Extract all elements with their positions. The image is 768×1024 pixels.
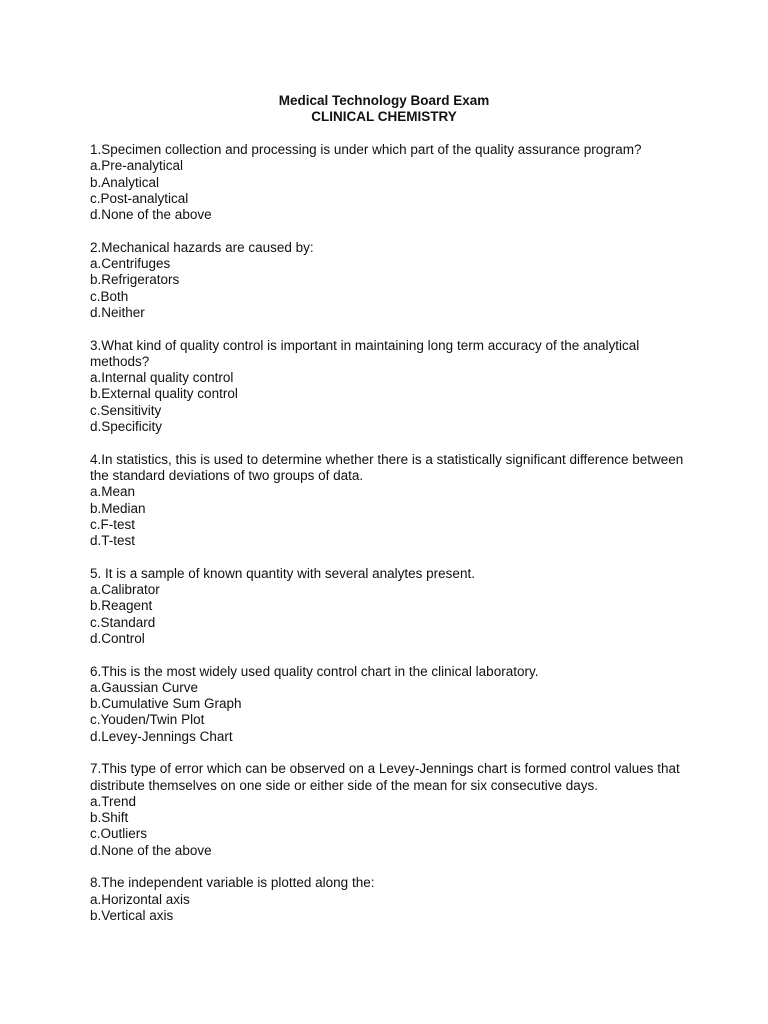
option-b: b.Shift [90,810,129,826]
document-title: Medical Technology Board Exam [278,93,490,108]
option-b: b.Refrigerators [90,272,180,288]
document-subtitle: CLINICAL CHEMISTRY [311,109,457,125]
option-list [90,680,690,745]
option-c: c.F-test [90,516,136,532]
option-b: b.Reagent [90,598,153,614]
option-c: c.Youden/Twin Plot [90,712,205,728]
option-b: b.Analytical [90,174,160,190]
question-text: 6.This is the most widely used quality control chart in the clinical laboratory. [90,663,539,679]
option-c: c.Post-analytical [90,190,189,206]
option-d: d.None of the above [90,842,212,858]
option-d: d.Specificity [90,419,163,435]
option-c: c.Sensitivity [90,402,162,418]
option-a: a.Centrifuges [90,256,171,272]
option-c: c.Standard [90,614,156,630]
option-a: a.Mean [90,484,136,500]
question-5 [90,566,690,647]
option-d: d.Control [90,630,145,646]
option-c: c.Both [90,288,129,304]
question-3 [90,338,690,436]
question-1 [90,142,690,223]
option-list [90,158,690,223]
option-list [90,256,690,321]
question-8 [90,875,690,924]
question-6 [90,664,690,745]
option-list [90,370,690,435]
option-d: d.None of the above [90,207,212,223]
question-7 [90,761,690,859]
option-a: a.Pre-analytical [90,158,184,174]
option-list [90,794,690,859]
option-b: b.External quality control [90,386,238,402]
option-a: a.Horizontal axis [90,891,190,907]
option-b: b.Cumulative Sum Graph [90,696,242,712]
question-list [90,142,690,941]
question-text: 7.This type of error which can be observed on a Levey-Jennings chart is formed control values that distribute themselves on one side or either side of the mean for six consecutive days. [90,761,680,793]
question-text: 4.In statistics, this is used to determine whether there is a statistically significant difference between the standard deviations of two groups of data. [90,451,684,483]
question-text: 8.The independent variable is plotted along the: [90,875,375,891]
question-2 [90,240,690,321]
question-4 [90,452,690,550]
question-text: 2.Mechanical hazards are caused by: [90,239,314,255]
option-a: a.Trend [90,793,137,809]
option-b: b.Vertical axis [90,907,174,923]
option-c: c.Outliers [90,826,148,842]
option-list [90,484,690,549]
document-header [0,93,768,126]
option-d: d.Neither [90,304,145,320]
question-text: 5. It is a sample of known quantity with several analytes present. [90,565,475,581]
option-b: b.Median [90,500,146,516]
option-a: a.Gaussian Curve [90,679,199,695]
option-d: d.T-test [90,533,136,549]
option-list [90,582,690,647]
option-a: a.Internal quality control [90,370,234,386]
question-text: 1.Specimen collection and processing is under which part of the quality assurance program? [90,142,642,157]
question-text: 3.What kind of quality control is important in maintaining long term accuracy of the analytical methods? [90,337,640,369]
option-list [90,892,690,925]
option-a: a.Calibrator [90,582,160,598]
option-d: d.Levey-Jennings Chart [90,728,233,744]
